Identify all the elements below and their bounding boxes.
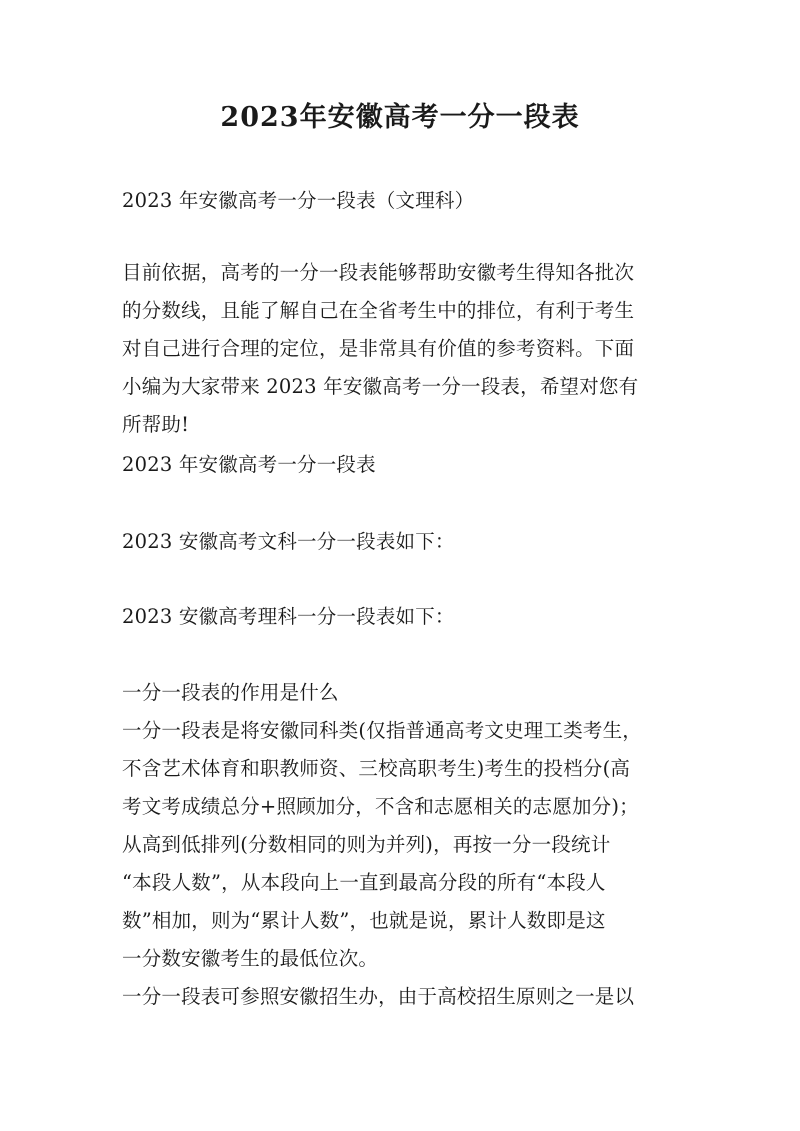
section-line: 从高到低排列(分数相同的则为并列)，再按一分一段统计: [122, 833, 611, 856]
science-heading: 2023 安徽高考理科一分一段表如下：: [122, 605, 455, 628]
section-line: 考文考成绩总分+照顾加分，不含和志愿相关的志愿加分)；: [122, 795, 639, 818]
intro-line: 对自己进行合理的定位，是非常具有价值的参考资料。下面: [122, 337, 635, 360]
intro-line: 所帮助!: [122, 413, 190, 436]
intro-line: 目前依据，高考的一分一段表能够帮助安徽考生得知各批次: [122, 261, 635, 284]
document-subtitle: 2023 年安徽高考一分一段表（文理科）: [122, 189, 475, 212]
section-line: 数”相加，则为“累计人数”，也就是说，累计人数即是这: [122, 909, 606, 932]
document-title: 2023年安徽高考一分一段表: [220, 102, 580, 133]
section-line: 一分数安徽考生的最低位次。: [122, 947, 379, 970]
section-line: 不含艺术体育和职教师资、三校高职考生)考生的投档分(高: [122, 757, 631, 780]
section-line: 一分一段表可参照安徽招生办，由于高校招生原则之一是以: [122, 985, 635, 1008]
section-line: 一分一段表的作用是什么: [122, 681, 339, 704]
section-line: 一分一段表是将安徽同科类(仅指普通高考文史理工类考生，: [122, 719, 643, 742]
intro-line: 小编为大家带来 2023 年安徽高考一分一段表，希望对您有: [122, 375, 639, 398]
intro-line: 2023 年安徽高考一分一段表: [122, 453, 376, 476]
section-line: “本段人数”，从本段向上一直到最高分段的所有“本段人: [122, 871, 606, 894]
intro-line: 的分数线，且能了解自己在全省考生中的排位，有利于考生: [122, 299, 635, 322]
liberal-arts-heading: 2023 安徽高考文科一分一段表如下：: [122, 530, 455, 553]
